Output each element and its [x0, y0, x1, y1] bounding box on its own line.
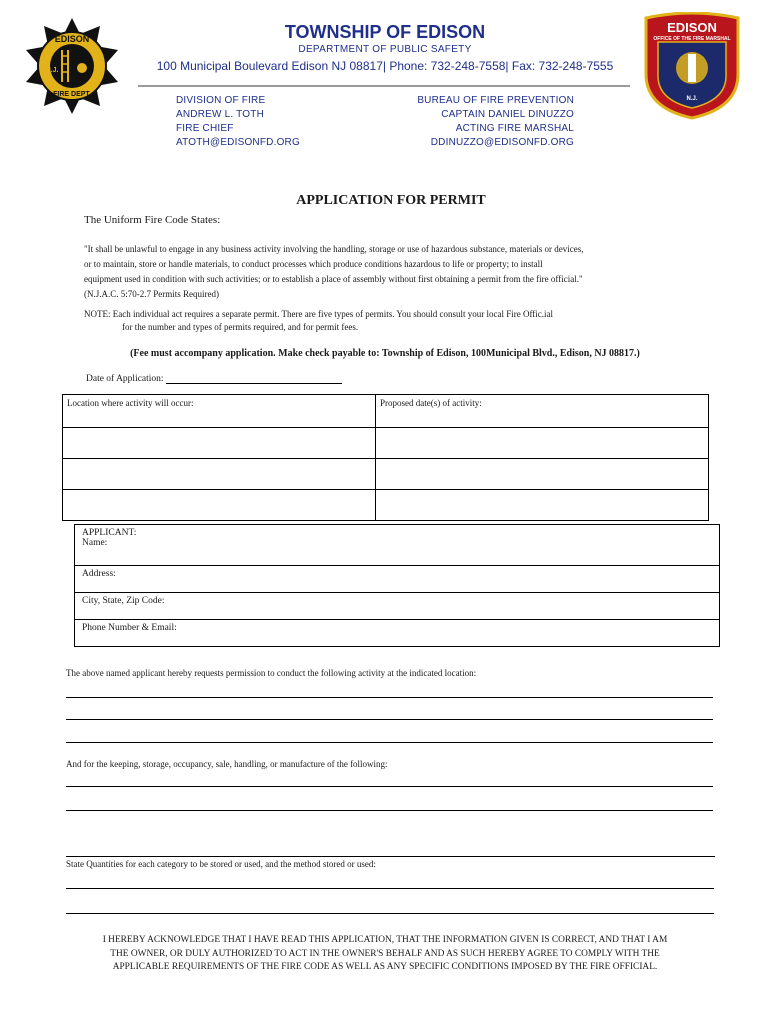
location-cell[interactable]	[63, 490, 376, 521]
request-text: The above named applicant hereby requests permission to conduct the following activity at the indicated location:	[66, 668, 477, 678]
location-table	[62, 394, 709, 521]
keeping-text: And for the keeping, storage, occupancy, sale, handling, or manufacture of the following:	[66, 759, 388, 769]
date-input-line[interactable]	[166, 373, 342, 384]
page-title: TOWNSHIP OF EDISON	[284, 22, 486, 42]
marshal-title: ACTING FIRE MARSHAL	[455, 123, 574, 134]
left-logo-middle-text: N.J.	[45, 67, 59, 74]
phone-label: Phone Number & Email:	[82, 623, 177, 633]
acknowledgement	[50, 934, 720, 975]
quote-line: equipment used in condition with such activities; or to establish a place of assembly without first obtaining a permit from the fire official."	[84, 274, 583, 284]
quantities-line[interactable]	[66, 913, 714, 914]
quantities-line[interactable]	[66, 888, 714, 889]
dates-cell[interactable]	[376, 428, 709, 459]
activity-line[interactable]	[66, 742, 713, 743]
location-cell[interactable]	[63, 459, 376, 490]
address-label: Address:	[82, 569, 116, 579]
permit-note	[84, 308, 704, 334]
header-divider	[138, 85, 630, 87]
keeping-line[interactable]	[66, 810, 713, 811]
chief-email: ATOTH@EDISONFD.ORG	[176, 137, 300, 148]
chief-name: ANDREW L. TOTH	[176, 109, 264, 120]
ack-line: APPLICABLE REQUIREMENTS OF THE FIRE CODE AS WELL AS ANY SPECIFIC CONDITIONS IMPOSED BY THE FIRE OFFICIAL.	[112, 962, 658, 972]
dates-header: Proposed date(s) of activity:	[376, 395, 709, 428]
activity-line[interactable]	[66, 697, 713, 698]
division-info	[176, 94, 300, 150]
note-line: NOTE: Each individual act requires a separate permit. There are five types of permits. You should consult your local Fire Offic.ial	[84, 309, 554, 319]
date-of-application	[86, 373, 342, 384]
left-logo-top-text: EDISON	[54, 34, 90, 44]
applicant-city-field[interactable]	[75, 593, 719, 620]
date-label: Date of Application:	[86, 374, 164, 384]
dates-cell[interactable]	[376, 459, 709, 490]
applicant-phone-field[interactable]	[75, 620, 719, 646]
chief-title: FIRE CHIEF	[176, 123, 234, 134]
city-label: City, State, Zip Code:	[82, 596, 165, 606]
applicant-address-field[interactable]	[75, 566, 719, 593]
quote-line: or to maintain, store or handle materials, to conduct processes which produce conditions hazardous to life or property; to install	[84, 259, 543, 269]
fee-notice: (Fee must accompany application. Make check payable to: Township of Edison, 100Municipal Blvd., Edison, NJ 08817.)	[130, 348, 640, 359]
code-states-heading: The Uniform Fire Code States:	[84, 214, 221, 226]
applicant-box	[74, 524, 720, 647]
left-logo-bottom-text: FIRE DEPT.	[53, 91, 91, 98]
ack-line: I HEREBY ACKNOWLEDGE THAT I HAVE READ THIS APPLICATION, THAT THE INFORMATION GIVEN IS CORRECT, AND THAT I AM	[102, 935, 668, 945]
code-quote	[84, 242, 704, 302]
marshal-email: DDINUZZO@EDISONFD.ORG	[430, 137, 574, 148]
dates-cell[interactable]	[376, 490, 709, 521]
name-label: Name:	[82, 538, 108, 548]
contact-address: 100 Municipal Boulevard Edison NJ 08817| Phone: 732-248-7558| Fax: 732-248-7555	[156, 59, 614, 73]
bureau-info	[417, 94, 574, 150]
right-logo-bottom-text: N.J.	[686, 96, 698, 102]
division-line: DIVISION OF FIRE	[176, 95, 266, 106]
right-logo-arc-text: OFFICE OF THE FIRE MARSHAL	[653, 36, 731, 42]
department-name: DEPARTMENT OF PUBLIC SAFETY	[298, 44, 472, 55]
activity-line[interactable]	[66, 719, 713, 720]
form-title: APPLICATION FOR PERMIT	[296, 193, 486, 208]
marshal-name: CAPTAIN DANIEL DINUZZO	[441, 109, 574, 120]
ack-line: THE OWNER, OR DULY AUTHORIZED TO ACT IN THE OWNER'S BEHALF AND AS SUCH HEREBY AGREE TO COMPLY WITH THE	[110, 948, 660, 959]
location-header: Location where activity will occur:	[63, 395, 376, 428]
keeping-line[interactable]	[66, 856, 715, 857]
right-logo-top-text: EDISON	[667, 20, 717, 35]
bureau-line: BUREAU OF FIRE PREVENTION	[417, 95, 574, 106]
quote-citation: (N.J.A.C. 5:70-2.7 Permits Required)	[84, 289, 219, 299]
note-line: for the number and types of permits required, and for permit fees.	[122, 322, 359, 332]
applicant-heading: APPLICANT:	[82, 528, 137, 538]
quote-line: "It shall be unlawful to engage in any business activity involving the handling, storage or use of hazardous substance, materials or devices,	[84, 244, 584, 254]
keeping-line[interactable]	[66, 786, 713, 787]
location-cell[interactable]	[63, 428, 376, 459]
state-quantities-text: State Quantities for each category to be stored or used, and the method stored or used:	[66, 859, 376, 869]
applicant-name-field[interactable]	[75, 525, 719, 566]
